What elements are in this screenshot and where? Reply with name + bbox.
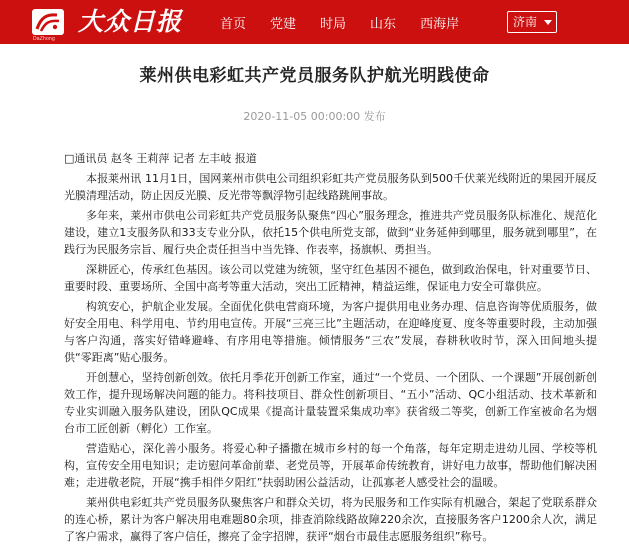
city-select-value: 济南 [513,15,538,29]
article-paragraph: 构筑安心，护航企业发展。全面优化供电营商环境，为客户提供用电业务办理、信息咨询等优质服务，做好安全用电、科学用电、节约用电宣传。开展“三亮三比”主题活动，在迎峰度夏、度冬等重要时段，主动加强与客户沟通，落实好错峰避峰、有序用电等措施。倾情服务“三农”发展，春耕秋收时节，深入田间地头提供“零距离”贴心服务。 [64,300,597,364]
article-title: 莱州供电彩虹共产党员服务队护航光明践使命 [139,66,490,86]
article-paragraph: 多年来，莱州市供电公司彩虹共产党员服务队聚焦“四心”服务理念，推进共产党员服务队标准化、规范化建设，建立1支服务队和33支专业分队，依托15个供电所党支部，做到“业务延伸到哪里，服务就到哪里”，在践行为民服务宗旨、履行央企责任担当中当先锋、作表率，扬旗帜、勇担当。 [64,209,597,256]
article-paragraph: 莱州供电彩虹共产党员服务队聚焦客户和群众关切，将为民服务和工作实际有机融合，架起了党联系群众的连心桥，累计为客户解决用电难题80余项，排查消除线路故障220余次，直接服务客户1200余人次，满足了客户需求，赢得了客户信任，擦亮了金字招牌，获评“烟台市最佳志愿服务组织”称号。 [64,496,597,543]
dazhong-logo-icon[interactable] [32,9,64,35]
nav-item-home[interactable]: 首页 [220,16,247,32]
nav-item-current-affairs[interactable]: 时局 [320,16,347,32]
article-paragraph: 深耕匠心，传承红色基因。该公司以党建为统领，坚守红色基因不褪色，做到政治保电，针对重要节日、重要时段、重要场所、全国中高考等重大活动，突出工匠精神，精益运维，保证电力安全可靠供应。 [64,263,597,293]
logo-mark-graphic [35,11,61,33]
chevron-down-icon [544,20,552,25]
article-paragraph: 营造贴心，深化善小服务。将爱心种子播撒在城市乡村的每一个角落，每年定期走进幼儿园、学校等机构，宣传安全用电知识；走访慰问革命前辈、老党员等，开展革命传统教育，讲好电力故事，帮助他们解决困难；走进敬老院，开展“携手相伴夕阳红”扶弱助困公益活动，让孤寡老人感受社会的温暖。 [64,442,597,489]
article-paragraph: 本报莱州讯 11月1日，国网莱州市供电公司组织彩虹共产党员服务队到500千伏莱光线附近的果园开展反光膜清理活动，防止因反光膜、反光带等飘浮物引起线路跳闸事故。 [64,172,597,202]
main-nav [220,0,483,44]
nav-item-shandong[interactable]: 山东 [370,16,397,32]
article-body [64,150,597,548]
city-select[interactable] [507,11,557,33]
top-navigation-bar [0,0,629,44]
nav-item-party-building[interactable]: 党建 [270,16,297,32]
article-paragraph: 开创慧心，坚持创新创效。依托月季花开创新工作室，通过“一个党员、一个团队、一个课题”开展创新创效工作，提升现场解决问题的能力。将科技项目、群众性创新项目、“五小”活动、QC小组活动、技术革新和专业实训融入服务队建设，团队QC成果《提高计量装置采集成功率》获省级二等奖，创新工作室被命名为烟台市工匠创新（孵化）工作室。 [64,371,597,435]
brand-name[interactable]: 大众日报 [78,7,183,36]
publish-meta: 2020-11-05 00:00:00 发布 [243,110,386,123]
nav-item-west-coast[interactable]: 西海岸 [420,16,460,32]
article-byline: □通讯员 赵冬 王莉萍 记者 左丰岐 报道 [64,152,257,165]
logo-subtext: DaZhong [33,36,55,42]
